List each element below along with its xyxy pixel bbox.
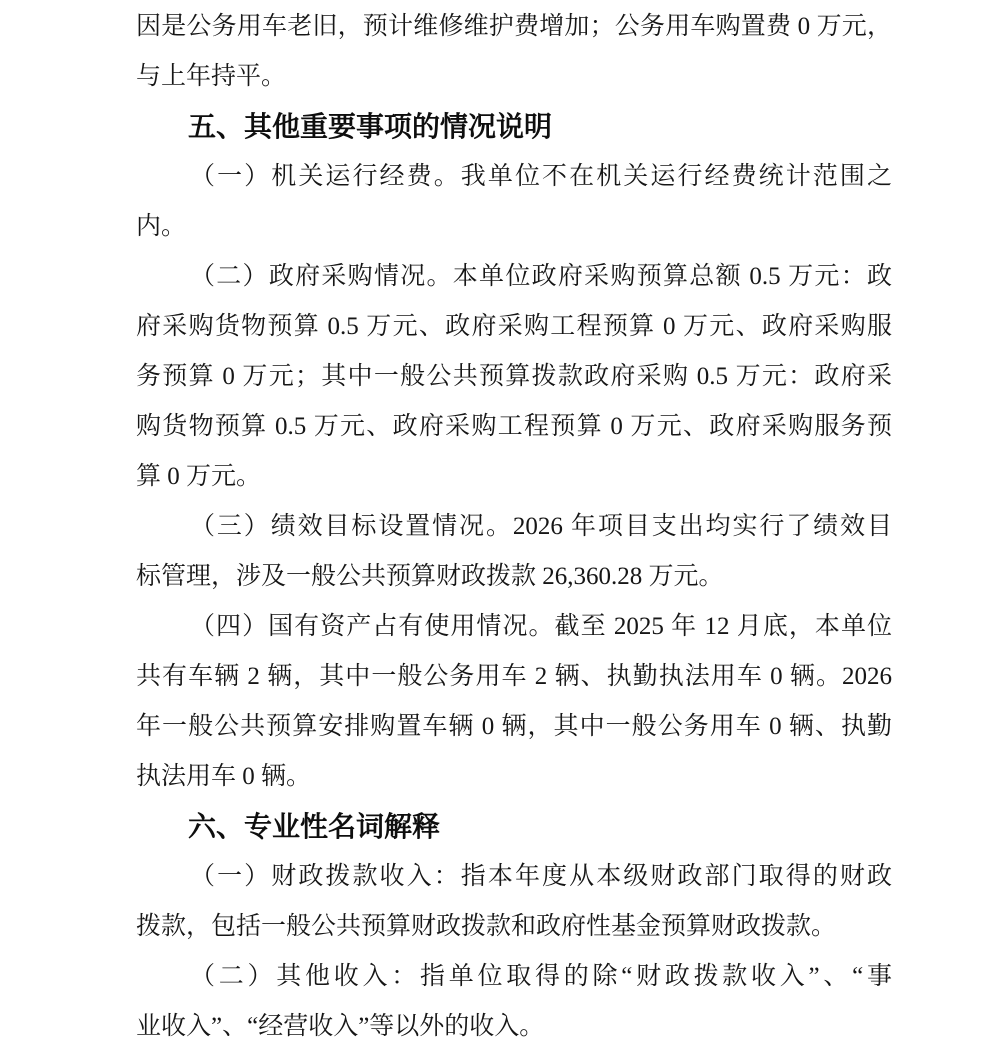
text-line: 因是公务用车老旧，预计维修维护费增加；公务用车购置费 0 万元， [136, 13, 892, 40]
text-line: （二）其他收入：指单位取得的除“财政拨款收入”、“事 [190, 963, 892, 990]
text-line: 标管理，涉及一般公共预算财政拨款 26,360.28 万元。 [136, 563, 724, 590]
section-heading-other-important-matters: 五、其他重要事项的情况说明 [188, 111, 553, 142]
text-line: 执法用车 0 辆。 [136, 763, 312, 790]
text-line: 年一般公共预算安排购置车辆 0 辆，其中一般公务用车 0 辆、执勤 [136, 713, 892, 740]
text-line: 府采购货物预算 0.5 万元、政府采购工程预算 0 万元、政府采购服 [136, 313, 892, 340]
text-line: 购货物预算 0.5 万元、政府采购工程预算 0 万元、政府采购服务预 [136, 413, 892, 440]
text-line: （四）国有资产占有使用情况。截至 2025 年 12 月底，本单位 [190, 613, 892, 640]
text-line: 务预算 0 万元；其中一般公共预算拨款政府采购 0.5 万元：政府采 [136, 363, 892, 390]
section-heading-terminology: 六、专业性名词解释 [188, 811, 441, 842]
document-body [136, 2, 892, 1052]
text-line: （三）绩效目标设置情况。2026 年项目支出均实行了绩效目 [190, 513, 892, 540]
text-line: 与上年持平。 [136, 63, 287, 90]
text-line: （一）机关运行经费。我单位不在机关运行经费统计范围之 [190, 163, 892, 190]
text-line: （二）政府采购情况。本单位政府采购预算总额 0.5 万元：政 [190, 263, 892, 290]
text-line: 共有车辆 2 辆，其中一般公务用车 2 辆、执勤执法用车 0 辆。2026 [136, 663, 892, 690]
text-line: 业收入”、“经营收入”等以外的收入。 [136, 1013, 545, 1040]
text-line: （一）财政拨款收入：指本年度从本级财政部门取得的财政 [190, 863, 892, 890]
text-line: 拨款，包括一般公共预算财政拨款和政府性基金预算财政拨款。 [136, 913, 837, 940]
text-line: 算 0 万元。 [136, 463, 262, 490]
text-line: 内。 [136, 213, 187, 240]
